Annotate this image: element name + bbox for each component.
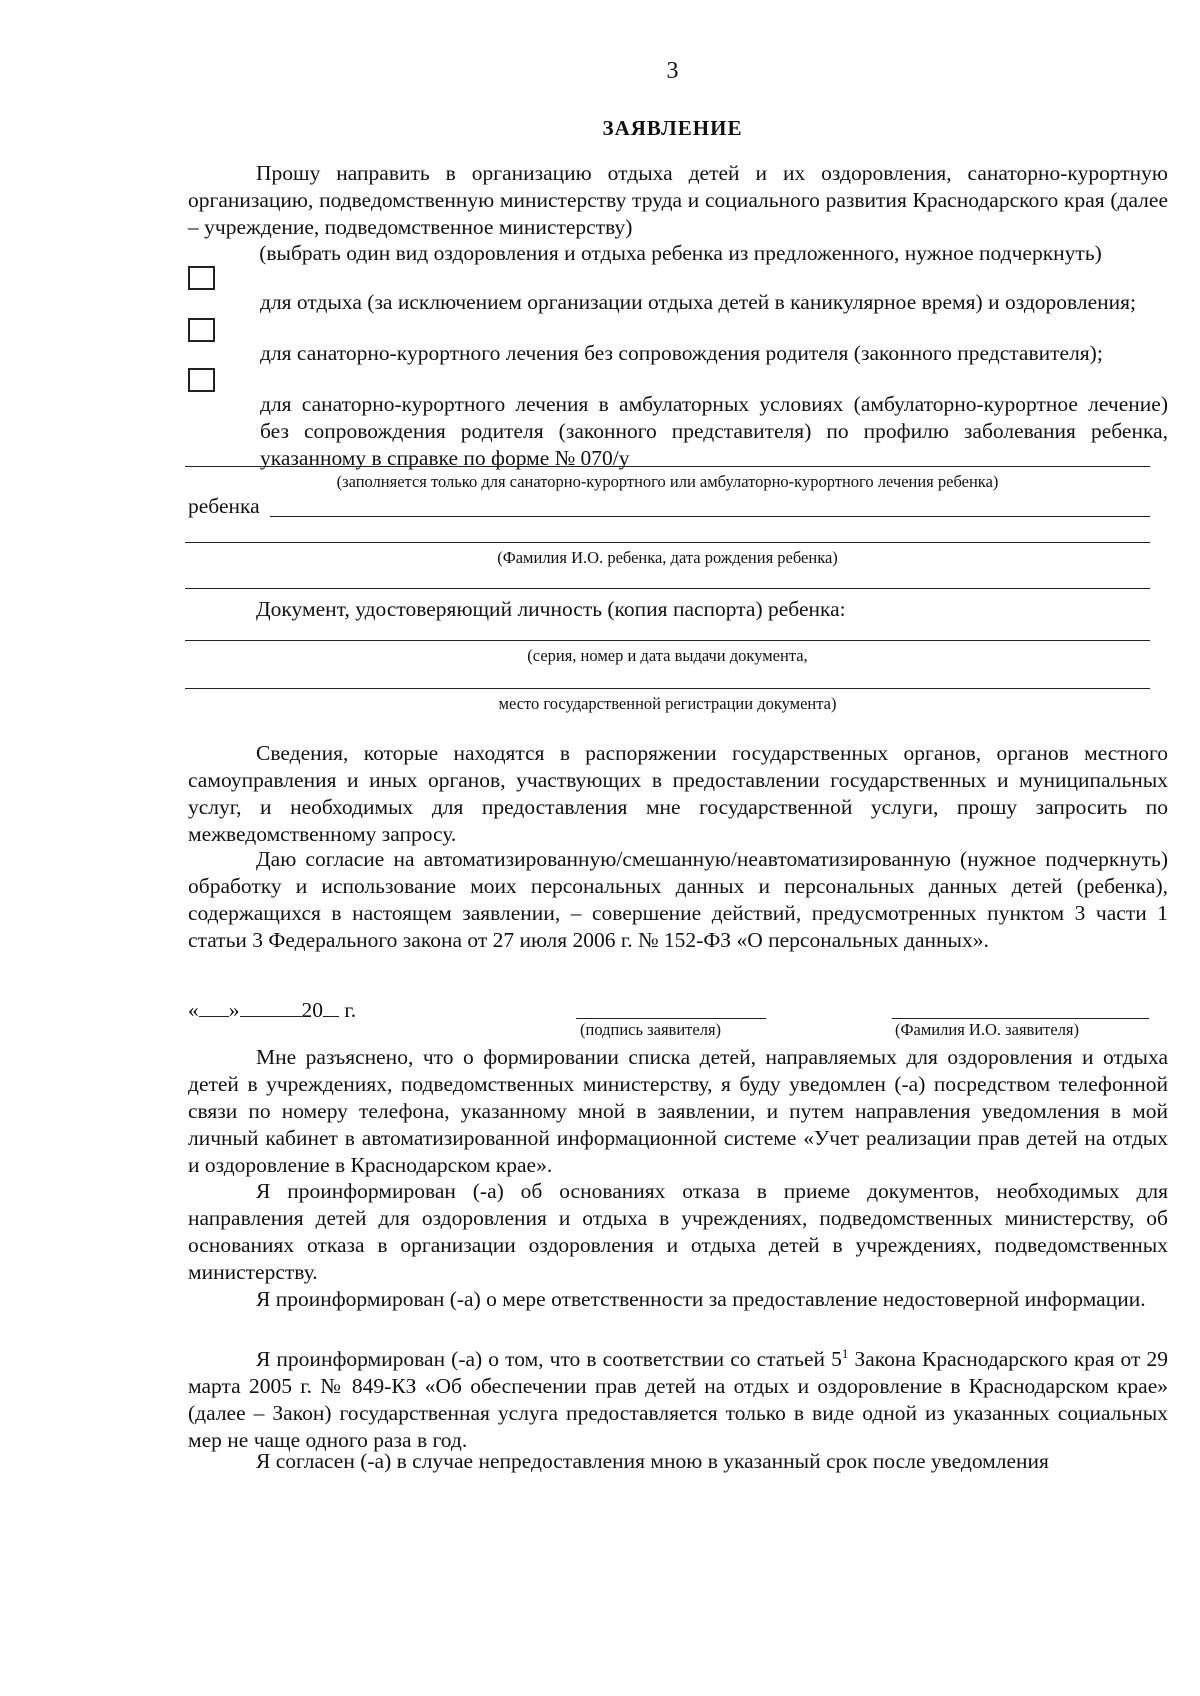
- date-year-field[interactable]: [323, 1015, 339, 1017]
- document-fill-line-1[interactable]: [185, 640, 1150, 641]
- agree-text: Я согласен (-а) в случае непредоставления мною в указанный срок после уведомления: [256, 1449, 1049, 1473]
- date-day-field[interactable]: [199, 1015, 229, 1017]
- date-open-quote: «: [188, 998, 199, 1022]
- law-text: [188, 1340, 1168, 1454]
- option-1-label: для отдыха (за исключением организации отдыха детей в каникулярное время) и оздоровления;: [260, 289, 1137, 314]
- intro-paragraph: [188, 160, 1168, 241]
- page-number: 3: [666, 58, 679, 84]
- option-3-label: для санаторно-курортного лечения в амбулаторных условиях (амбулаторно-курортное лечение) без сопровождения родителя (законного представителя) по профилю заболевания ребенка, указанному в справке по форме № 070/у: [260, 391, 1168, 470]
- consent-text: Даю согласие на автоматизированную/смешанную/неавтоматизированную (нужное подчеркнуть) обработку и использование моих персональных данных и персональных данных детей (ребенка), содержащихся в настоящем заявлении, – совершение действий, предусмотренных пунктом 3 части 1 статьи 3 Федерального закона от 27 июля 2006 г. № 152-ФЗ «О персональных данных».: [188, 847, 1168, 952]
- responsibility-text: Я проинформирован (-а) о мере ответственности за предоставление недостоверной информации.: [256, 1287, 1146, 1311]
- date-month-field[interactable]: [240, 1015, 302, 1017]
- document-fill-line-2[interactable]: [185, 688, 1150, 689]
- child-fill-line-1[interactable]: [270, 516, 1150, 517]
- child-fill-line-2[interactable]: [185, 542, 1150, 543]
- doc-caption-2: место государственной регистрации документа): [498, 694, 837, 713]
- date-year-suffix: г.: [344, 998, 357, 1022]
- option-2-label: для санаторно-курортного лечения без сопровождения родителя (законного представителя);: [260, 340, 1103, 365]
- law-text-end: Закона Краснодарского края от 29 марта 2005 г. № 849-КЗ «Об обеспечении прав детей на отдых и оздоровление в Краснодарском крае» (далее – Закон) государственная услуга предоставляется только в виде одной из указанных социальных мер не чаще одного раза в год.: [188, 1347, 1168, 1453]
- treatment-fill-line[interactable]: [185, 466, 1150, 467]
- law-article-superscript: 1: [841, 1346, 849, 1361]
- date-close-quote: »: [228, 998, 240, 1022]
- consent-paragraph: [188, 846, 1168, 954]
- signature-line[interactable]: [576, 1018, 766, 1019]
- document-label: Документ, удостоверяющий личность (копия паспорта) ребенка:: [256, 597, 846, 621]
- explained-text: Мне разъяснено, что о формировании списка детей, направляемых для оздоровления и отдыха детей в учреждениях, подведомственных министерству, я буду уведомлен (-а) посредством телефонной связи по номеру телефона, указанному мной в заявлении, и путем направления уведомления в мой личный кабинет в автоматизированной информационной системе «Учет реализации прав детей на отдых и оздоровление в Краснодарском крае».: [188, 1045, 1168, 1177]
- child-caption: (Фамилия И.О. ребенка, дата рождения ребенка): [497, 548, 838, 567]
- info-paragraph: [188, 740, 1168, 848]
- responsibility-paragraph: [188, 1286, 1168, 1313]
- agree-paragraph: [188, 1448, 1168, 1475]
- refusal-paragraph: [188, 1178, 1168, 1286]
- child-fill-line-3[interactable]: [185, 588, 1150, 589]
- refusal-text: Я проинформирован (-а) об основаниях отказа в приеме документов, необходимых для направления детей для оздоровления и отдыха в учреждениях, подведомственных министерству, об основаниях отказа в организации оздоровления и отдыха детей в учреждениях, подведомственных министерству.: [188, 1179, 1168, 1284]
- info-text: Сведения, которые находятся в распоряжении государственных органов, органов местного самоуправления и иных органов, участвующих в предоставлении государственных и муниципальных услуг, и необходимых для предоставления мне государственной услуги, прошу запросить по межведомственному запросу.: [188, 741, 1168, 846]
- intro-text: Прошу направить в организацию отдыха детей и их оздоровления, санаторно-курортную организацию, подведомственную министерству труда и социального развития Краснодарского края (далее – учреждение, подведомственное министерству): [188, 161, 1168, 239]
- signature-caption: (подпись заявителя): [580, 1020, 722, 1039]
- document-title: ЗАЯВЛЕНИЕ: [602, 116, 743, 140]
- child-label: ребенка: [188, 494, 260, 518]
- law-text-start: Я проинформирован (-а) о том, что в соответствии со статьей 5: [256, 1347, 842, 1372]
- doc-caption-1: (серия, номер и дата выдачи документа,: [527, 646, 808, 665]
- applicant-name-line[interactable]: [892, 1018, 1149, 1019]
- fill-note: (заполняется только для санаторно-курортного или амбулаторно-курортного лечения ребенка): [336, 472, 999, 491]
- explained-paragraph: [188, 1044, 1168, 1179]
- law-paragraph: [188, 1340, 1168, 1454]
- date-year-prefix: 20: [301, 998, 323, 1022]
- choose-note: (выбрать один вид оздоровления и отдыха ребенка из предложенного, нужное подчеркнуть): [259, 241, 1102, 265]
- name-caption: (Фамилия И.О. заявителя): [895, 1020, 1080, 1039]
- date-row: [188, 998, 356, 1023]
